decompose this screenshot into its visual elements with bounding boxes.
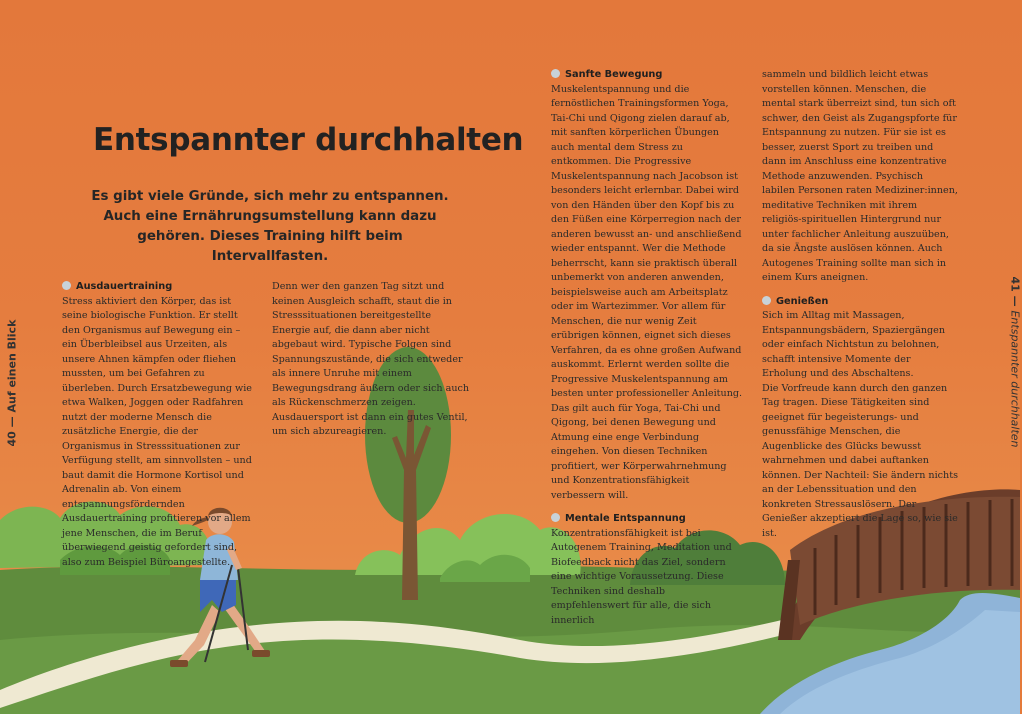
section-heading [551, 512, 745, 527]
body-text: sammeln und bildlich leicht etwas vorstellen können. Menschen, die mental stark überreizt sind, tun sich oft schwer, den Geist als Zugangspforte für Entspannung zu nutzen. Für sie ist es besser, zuerst Sport zu treiben und dann im Anschluss eine konzentrative Methode anzuwenden. Psychisch labilen Personen raten Mediziner:innen, meditative Techniken mit ihrem religiös-spirituellen Hintergrund nur unter fachlicher Anleitung auszuüben, da sie Ängste auslösen können. Auch Autogenes Training sollte man sich in einem Kurs aneignen. [762, 69, 958, 283]
body-text: Muskelentspannung und die fernöstlichen Trainingsformen Yoga, Tai-Chi und Qigong zielen darauf ab, mit sanften körperlichen Übungen auch mental dem Stress zu entkommen. Die Progressive Muskelentspannung nach Jacobson ist besonders leicht erlernbar. Dabei wird von den Händen über den Kopf bis zu den Füßen eine Körperregion nach der anderen bewusst an- und anschließend wieder entspannt. Wer die Methode beherrscht, kann sie praktisch überall unbemerkt von anderen anwenden, beispielsweise auch am Arbeitsplatz oder im Wartezimmer. Vor allem für Menschen, die nur wenig Zeit erübrigen können, eignet sich dieses Verfahren, da es ohne großen Aufwand auskommt. Erlernt werden sollte die Progressive Muskelentspannung am besten unter professioneller Anleitung. Das gilt auch für Yoga, Tai-Chi und Qigong, bei denen Bewegung und Atmung eine enge Verbindung eingehen. Von diesen Techniken profitiert, wer Körperwahrnehmung und Konzentrationsfähigkeit verbessern will. [551, 83, 743, 501]
section-heading [762, 295, 958, 310]
bullet-dot-icon [62, 281, 71, 290]
left-page-marker: 40 — Auf einen Blick [5, 319, 19, 447]
section-heading [551, 68, 745, 83]
right-page-marker: 41 — Entspannter durchhalten [1008, 276, 1022, 448]
body-text: Denn wer den ganzen Tag sitzt und keinen Ausgleich schafft, staut die in Stresssituationen bereitgestellte Energie auf, die dann aber nicht abgebaut wird. Typische Folgen sind Spannungszustände, die sich entweder als innere Unruhe mit einem Bewegungsdrang äußern oder sich auch als Rückenschmerzen zeigen. Ausdauersport ist dann ein gutes Ventil, um sich abzureagieren. [272, 281, 470, 437]
body-text: Sich im Alltag mit Massagen, Entspannungsbädern, Spaziergängen oder einfach Nichtstun zu belohnen, schafft intensive Momente der Erholung und des Abschaltens. [762, 310, 946, 379]
bullet-dot-icon [762, 296, 771, 305]
right-page-number: 41 [1008, 276, 1022, 292]
body-text: Die Vorfreude kann durch den ganzen Tag tragen. Diese Tätigkeiten sind geeignet für begeisterungs- und genussfähige Menschen, die Augenblicke des Glücks bewusst wahrnehmen und dabei auftanken können. Der Nachteil: Sie ändern nichts an der Lebenssituation und den konkreten Stressauslösern. Der Genießer akzeptiert die Lage so, wie sie ist. [762, 382, 959, 539]
left-page-number: 40 [5, 431, 19, 447]
page-title: Entspannter durchhalten [93, 122, 524, 158]
body-text: Stress aktiviert den Körper, das ist seine biologische Funktion. Er stellt den Organismus auf Bewegung ein – ein Überbleibsel aus Urzeiten, als unsere Ahnen kämpfen oder fliehen mussten, um bei Gefahren zu überleben. Durch Ersatzbewegung wie etwa Walken, Joggen oder Radfahren nutzt der moderne Mensch die zusätzliche Energie, die der Organismus in Stresssituationen zur Verfügung stellt, am sinnvollsten – und baut damit die Hormone Kortisol und Adrenalin ab. Von einem entspannungsfördernden Ausdauertraining profitieren vor allem jene Menschen, die im Beruf überwiegend geistig gefordert sind, also zum Beispiel Büroangestellte. [62, 295, 252, 568]
section-heading-label: Sanfte Bewegung [565, 69, 663, 80]
lead-paragraph: Es gibt viele Gründe, sich mehr zu entspannen. Auch eine Ernährungsumstellung kann dazu gehören. Dieses Training hilft beim Intervallfasten. [91, 189, 449, 264]
column-3 [551, 68, 745, 628]
bullet-dot-icon [551, 69, 560, 78]
section-heading-label: Ausdauertraining [76, 281, 173, 292]
section-heading [62, 280, 254, 295]
column-4 [762, 68, 958, 541]
body-text: Konzentrationsfähigkeit ist bei Autogenem Training, Meditation und Biofeedback nicht das Ziel, sondern eine wichtige Voraussetzung. Diese Techniken sind deshalb empfehlenswert für alle, die sich innerlich [551, 527, 732, 626]
section-heading-label: Mentale Entspannung [565, 513, 686, 524]
left-section-label: Auf einen Blick [5, 319, 19, 413]
section-heading-label: Genießen [776, 295, 829, 307]
right-section-label: Entspannter durchhalten [1008, 310, 1022, 448]
column-1 [62, 280, 254, 570]
column-2 [272, 280, 470, 440]
bullet-dot-icon [551, 513, 560, 522]
